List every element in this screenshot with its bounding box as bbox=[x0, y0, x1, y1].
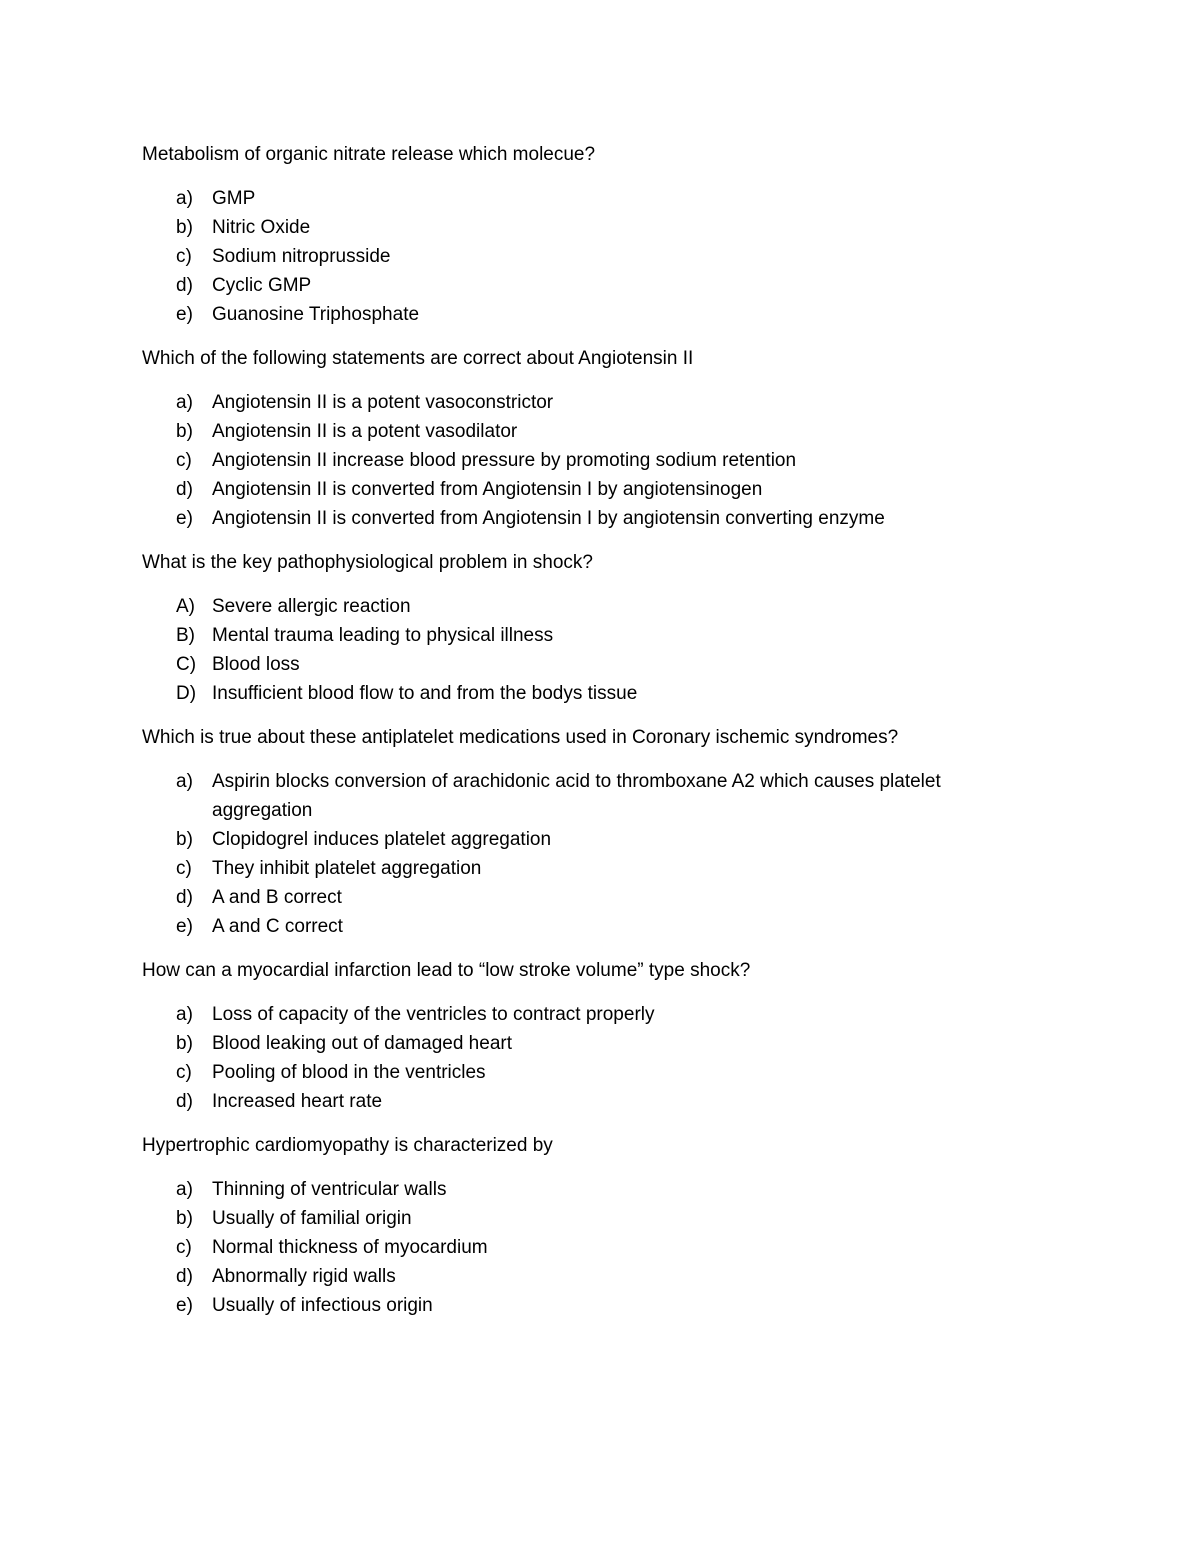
question-1 bbox=[142, 140, 1042, 329]
option-item bbox=[142, 184, 1042, 213]
option-text: Clopidogrel induces platelet aggregation bbox=[212, 829, 552, 850]
option-letter: e) bbox=[176, 916, 193, 937]
option-letter: b) bbox=[176, 217, 193, 238]
option-item bbox=[142, 592, 1042, 621]
option-letter: b) bbox=[176, 1208, 193, 1229]
option-item bbox=[142, 388, 1042, 417]
option-item bbox=[142, 213, 1042, 242]
option-item bbox=[142, 1262, 1042, 1291]
option-text: Angiotensin II is converted from Angiotensin I by angiotensinogen bbox=[212, 479, 763, 500]
option-letter: c) bbox=[176, 246, 192, 267]
option-letter: c) bbox=[176, 858, 192, 879]
option-item bbox=[142, 621, 1042, 650]
question-3 bbox=[142, 548, 1042, 708]
option-letter: D) bbox=[176, 683, 197, 704]
option-letter: B) bbox=[176, 625, 195, 646]
question-2 bbox=[142, 344, 1042, 533]
option-list bbox=[142, 1175, 1042, 1320]
option-text: Aspirin blocks conversion of arachidonic acid to thromboxane A2 which causes platelet aggregation bbox=[212, 771, 941, 821]
option-list bbox=[142, 388, 1042, 533]
option-item bbox=[142, 650, 1042, 679]
option-item bbox=[142, 1000, 1042, 1029]
option-item bbox=[142, 883, 1042, 912]
option-text: A and C correct bbox=[212, 916, 343, 937]
option-letter: a) bbox=[176, 1004, 193, 1025]
option-letter: d) bbox=[176, 275, 193, 296]
option-text: Severe allergic reaction bbox=[212, 596, 411, 617]
option-item bbox=[142, 767, 1042, 825]
option-letter: b) bbox=[176, 1033, 193, 1054]
option-text: Nitric Oxide bbox=[212, 217, 311, 238]
option-text: Normal thickness of myocardium bbox=[212, 1237, 488, 1258]
option-letter: C) bbox=[176, 654, 197, 675]
option-list bbox=[142, 592, 1042, 708]
option-text: Usually of familial origin bbox=[212, 1208, 412, 1229]
option-letter: d) bbox=[176, 1266, 193, 1287]
option-text: Usually of infectious origin bbox=[212, 1295, 433, 1316]
option-letter: b) bbox=[176, 421, 193, 442]
option-list bbox=[142, 184, 1042, 329]
option-letter: d) bbox=[176, 887, 193, 908]
option-item bbox=[142, 1204, 1042, 1233]
option-letter: a) bbox=[176, 392, 193, 413]
question-text: Metabolism of organic nitrate release which molecue? bbox=[142, 144, 596, 165]
option-text: They inhibit platelet aggregation bbox=[212, 858, 482, 879]
option-item bbox=[142, 271, 1042, 300]
option-text: Thinning of ventricular walls bbox=[212, 1179, 447, 1200]
option-item bbox=[142, 1233, 1042, 1262]
option-letter: d) bbox=[176, 479, 193, 500]
option-text: Angiotensin II increase blood pressure by promoting sodium retention bbox=[212, 450, 797, 471]
option-item bbox=[142, 1175, 1042, 1204]
option-item bbox=[142, 1291, 1042, 1320]
option-text: Angiotensin II is a potent vasoconstrictor bbox=[212, 392, 554, 413]
question-6 bbox=[142, 1131, 1042, 1320]
option-item bbox=[142, 242, 1042, 271]
option-text: Sodium nitroprusside bbox=[212, 246, 391, 267]
option-text: Loss of capacity of the ventricles to contract properly bbox=[212, 1004, 655, 1025]
option-letter: A) bbox=[176, 596, 195, 617]
question-4 bbox=[142, 723, 1042, 941]
option-text: Angiotensin II is converted from Angiotensin I by angiotensin converting enzyme bbox=[212, 508, 885, 529]
option-item bbox=[142, 446, 1042, 475]
option-list bbox=[142, 1000, 1042, 1116]
option-text: Guanosine Triphosphate bbox=[212, 304, 420, 325]
question-text: What is the key pathophysiological problem in shock? bbox=[142, 552, 593, 573]
option-item bbox=[142, 825, 1042, 854]
option-letter: a) bbox=[176, 188, 193, 209]
option-item bbox=[142, 854, 1042, 883]
option-text: Increased heart rate bbox=[212, 1091, 383, 1112]
option-item bbox=[142, 1087, 1042, 1116]
question-text: How can a myocardial infarction lead to “low stroke volume” type shock? bbox=[142, 960, 751, 981]
option-text: Angiotensin II is a potent vasodilator bbox=[212, 421, 518, 442]
option-text: A and B correct bbox=[212, 887, 342, 908]
option-text: Pooling of blood in the ventricles bbox=[212, 1062, 486, 1083]
option-letter: e) bbox=[176, 304, 193, 325]
option-letter: a) bbox=[176, 771, 193, 792]
question-text: Which of the following statements are correct about Angiotensin II bbox=[142, 348, 694, 369]
question-text: Which is true about these antiplatelet medications used in Coronary ischemic syndromes? bbox=[142, 727, 899, 748]
option-letter: c) bbox=[176, 1062, 192, 1083]
option-letter: d) bbox=[176, 1091, 193, 1112]
option-text: Abnormally rigid walls bbox=[212, 1266, 396, 1287]
option-letter: c) bbox=[176, 1237, 192, 1258]
question-5 bbox=[142, 956, 1042, 1116]
option-list bbox=[142, 767, 1042, 941]
option-item bbox=[142, 504, 1042, 533]
option-letter: c) bbox=[176, 450, 192, 471]
option-text: Blood leaking out of damaged heart bbox=[212, 1033, 512, 1054]
option-letter: e) bbox=[176, 1295, 193, 1316]
option-item bbox=[142, 1029, 1042, 1058]
option-text: Insufficient blood flow to and from the bodys tissue bbox=[212, 683, 638, 704]
option-letter: b) bbox=[176, 829, 193, 850]
option-text: Mental trauma leading to physical illness bbox=[212, 625, 554, 646]
option-item bbox=[142, 417, 1042, 446]
quiz-content bbox=[142, 140, 1042, 1335]
option-item bbox=[142, 1058, 1042, 1087]
option-item bbox=[142, 679, 1042, 708]
option-item bbox=[142, 912, 1042, 941]
option-item bbox=[142, 475, 1042, 504]
option-letter: a) bbox=[176, 1179, 193, 1200]
question-text: Hypertrophic cardiomyopathy is characterized by bbox=[142, 1135, 553, 1156]
option-item bbox=[142, 300, 1042, 329]
option-text: Cyclic GMP bbox=[212, 275, 312, 296]
option-text: GMP bbox=[212, 188, 256, 209]
option-letter: e) bbox=[176, 508, 193, 529]
option-text: Blood loss bbox=[212, 654, 300, 675]
